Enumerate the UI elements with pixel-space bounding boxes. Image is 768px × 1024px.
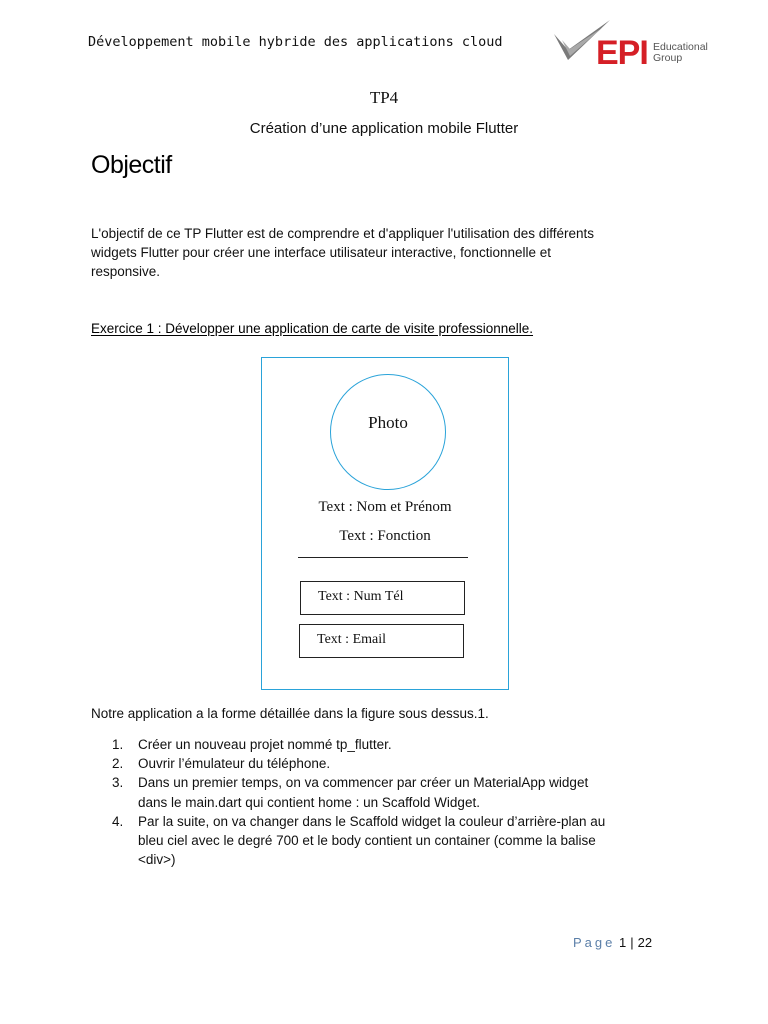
page-number-total: 22 bbox=[637, 935, 653, 950]
step-text: Créer un nouveau projet nommé tp_flutter. bbox=[138, 737, 392, 752]
intro-paragraph bbox=[91, 224, 681, 281]
figure-divider bbox=[298, 557, 468, 558]
epi-logo bbox=[552, 16, 722, 72]
photo-label: Photo bbox=[368, 413, 408, 432]
page-separator: | bbox=[630, 935, 634, 950]
business-card-figure bbox=[261, 357, 509, 690]
phone-label: Text : Num Tél bbox=[318, 589, 404, 604]
step-number: 3. bbox=[112, 775, 124, 791]
photo-placeholder-circle bbox=[330, 374, 446, 490]
page-word: Page bbox=[573, 935, 616, 950]
list-item bbox=[112, 812, 672, 870]
list-item bbox=[112, 773, 672, 811]
logo-tagline: Educational Group bbox=[653, 41, 708, 64]
step-number: 4. bbox=[112, 813, 124, 829]
step-text: dans le main.dart qui contient home : un Scaffold Widget. bbox=[138, 794, 480, 810]
section-title-objectif: Objectif bbox=[91, 151, 172, 179]
page-number-current: 1 bbox=[619, 935, 627, 950]
name-label: Text : Nom et Prénom bbox=[318, 499, 452, 515]
tp-title: TP4 bbox=[369, 88, 399, 107]
step-text: Dans un premier temps, on va commencer par créer un MaterialApp widget bbox=[138, 775, 589, 791]
intro-line: responsive. bbox=[91, 264, 161, 279]
phone-field-box bbox=[300, 581, 465, 615]
step-text: Ouvrir l’émulateur du téléphone. bbox=[138, 756, 331, 772]
email-field-box bbox=[299, 624, 464, 658]
exercise-title: Exercice 1 : Développer une application de carte de visite professionnelle. bbox=[91, 321, 534, 336]
steps-list bbox=[112, 735, 672, 869]
step-number: 2. bbox=[112, 756, 124, 772]
logo-brand: EPI bbox=[596, 34, 648, 72]
list-item bbox=[112, 735, 672, 754]
function-label: Text : Fonction bbox=[339, 528, 431, 544]
step-text: <div>) bbox=[138, 852, 176, 868]
step-number: 1. bbox=[112, 737, 124, 752]
figure-caption: Notre application a la forme détaillée dans la figure sous dessus.1. bbox=[91, 706, 489, 721]
tp-subtitle: Création d’une application mobile Flutter bbox=[249, 120, 519, 137]
step-text: bleu ciel avec le degré 700 et le body contient un container (comme la balise bbox=[138, 833, 596, 849]
step-text: Par la suite, on va changer dans le Scaffold widget la couleur d’arrière-plan au bbox=[138, 813, 606, 829]
email-label: Text : Email bbox=[317, 632, 387, 647]
header-title: Développement mobile hybride des applications cloud bbox=[88, 34, 503, 50]
intro-line: L'objectif de ce TP Flutter est de comprendre et d'appliquer l'utilisation des différents bbox=[91, 226, 595, 241]
intro-line: widgets Flutter pour créer une interface utilisateur interactive, fonctionnelle et bbox=[91, 245, 551, 260]
list-item bbox=[112, 754, 672, 773]
page-footer bbox=[573, 935, 652, 950]
